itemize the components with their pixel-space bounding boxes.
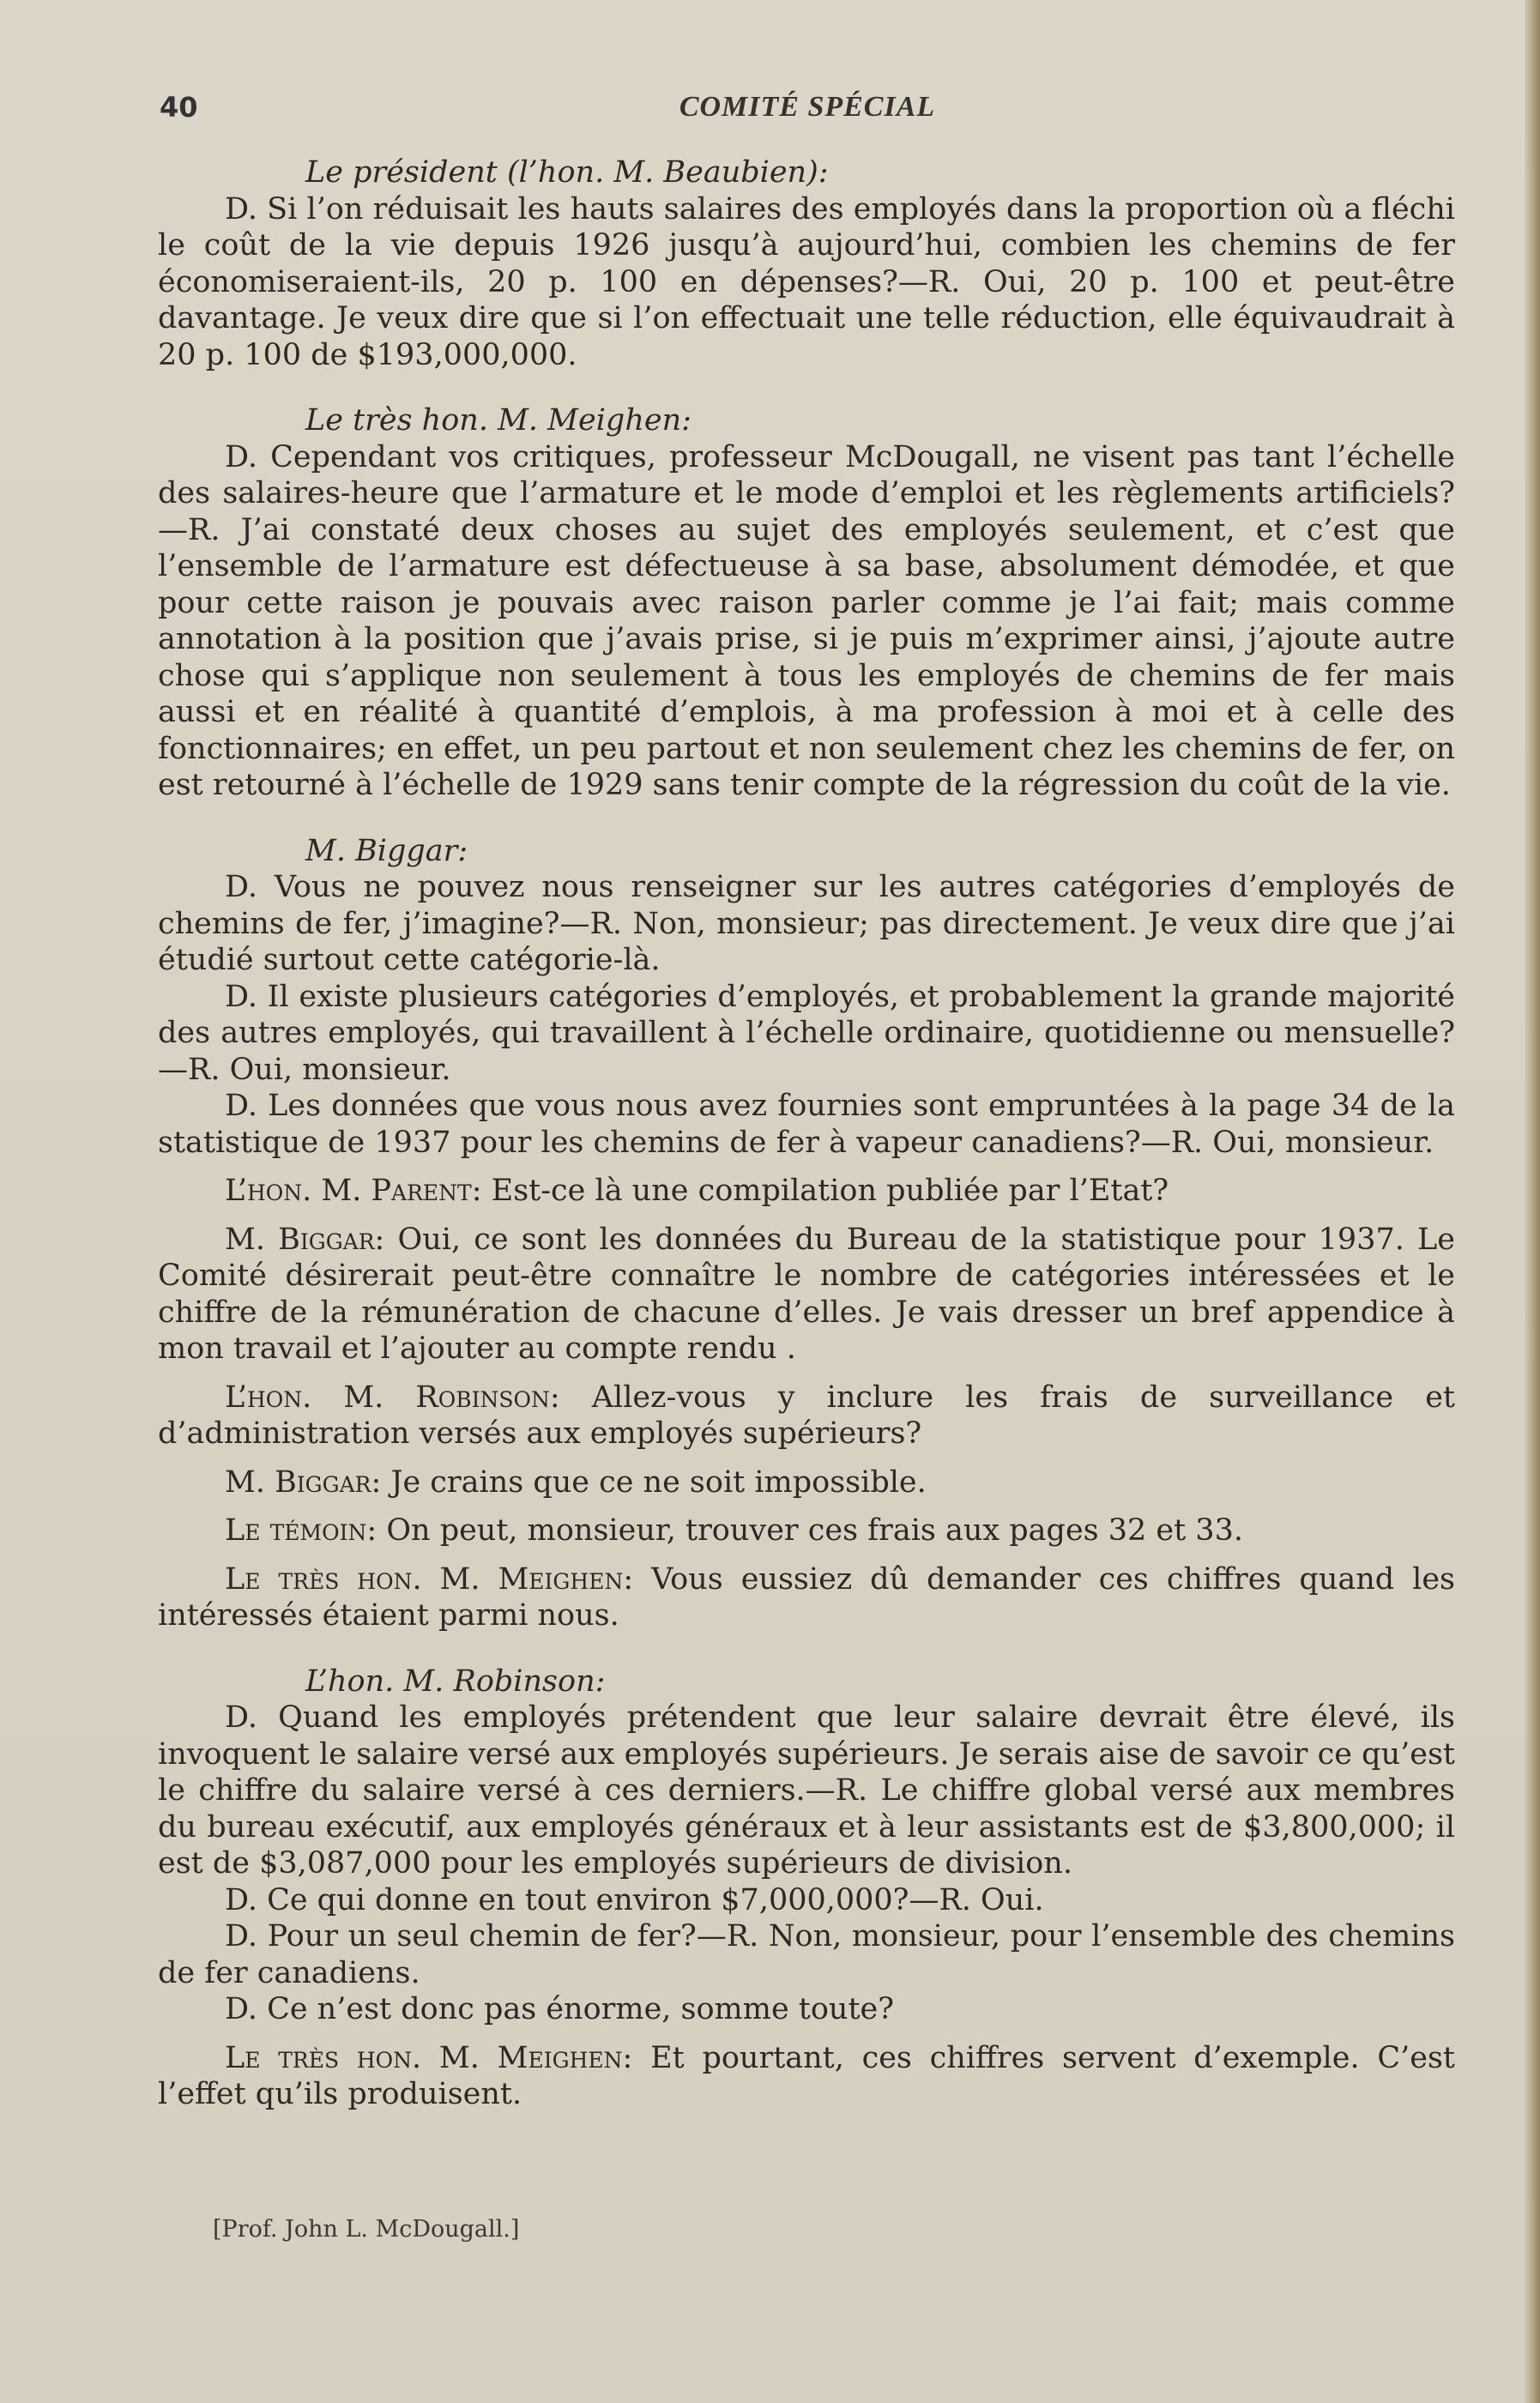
speech-text: Et pourtant, ces chiffres servent d’exemple. C’est l’effet qu’ils produisent. (158, 2040, 1455, 2111)
paragraph: D. Si l’on réduisait les hauts salaires des employés dans la proportion où a fléchi le coût de la vie depuis 1926 jusqu’à aujourd’hui, combien les chemins de fer économiseraient-ils, 20 p. 100 en dépenses?—R. Oui, 20 p. 100 et peut-être davantage. Je veux dire que si l’on effectuait une telle réduction, elle équivaudrait à 20 p. 100 de $193,000,000. (158, 191, 1455, 372)
speech-paragraph (158, 1561, 1455, 1634)
paragraph: D. Pour un seul chemin de fer?—R. Non, monsieur, pour l’ensemble des chemins de fer canadiens. (158, 1919, 1455, 1990)
speech-text: Je crains que ce ne soit impossible. (390, 1464, 927, 1500)
paragraph: D. Cependant vos critiques, professeur McDougall, ne visent pas tant l’échelle des salaires-heure que l’armature et le mode d’emploi et les règlements artificiels?—R. J’ai constaté deux choses au sujet des employés seulement, et c’est que l’ensemble de l’armature est défectueuse à sa base, absolument démodée, et que pour cette raison je pouvais avec raison parler comme je l’ai fait; mais comme annotation à la position que j’avais prise, si je puis m’exprimer ainsi, j’ajoute autre chose qui s’applique non seulement à tous les employés de chemins de fer mais aussi et en réalité à quantité d’emplois, à ma profession à moi et à celle des fonctionnaires; en effet, un peu partout et non seulement chez les chemins de fer, on est retourné à l’échelle de 1929 sans tenir compte de la régression du coût de la vie. (158, 439, 1455, 802)
speech-paragraph (158, 2040, 1455, 2113)
speaker-name: Le témoin: (225, 1513, 377, 1548)
page-number: 40 (160, 91, 198, 124)
speech-paragraph (158, 1380, 1455, 1452)
paragraph: D. Vous ne pouvez nous renseigner sur les autres catégories d’employés de chemins de fer, j’imagine?—R. Non, monsieur; pas directement. Je veux dire que j’ai étudié surtout cette catégorie-là. (158, 870, 1455, 977)
speech-text: Vous eussiez dû demander ces chiffres quand les intéressés étaient parmi nous. (158, 1561, 1455, 1633)
section-heading-robinson: L’hon. M. Robinson: (305, 1663, 606, 1699)
speech-text: Est-ce là une compilation publiée par l’Etat? (491, 1174, 1169, 1208)
speech-text: Oui, ce sont les données du Bureau de la statistique pour 1937. Le Comité désirerait peut-être connaître le nombre de catégories intéressées et le chiffre de la rémunération de chacune d’elles. Je vais dresser un bref appendice à mon travail et l’ajouter au compte rendu . (158, 1222, 1455, 1366)
speech-text: On peut, monsieur, trouver ces frais aux pages 32 et 33. (386, 1513, 1243, 1548)
witness-footer: [Prof. John L. McDougall.] (213, 2216, 520, 2243)
speaker-name: Le très hon. M. Meighen: (225, 1561, 634, 1597)
speech-paragraph (158, 1464, 1455, 1501)
speech-paragraph (158, 1512, 1455, 1549)
page-header (160, 91, 1455, 130)
speaker-name: L’hon. M. Parent: (225, 1174, 482, 1208)
speaker-name: M. Biggar: (225, 1464, 382, 1500)
paragraph: D. Quand les employés prétendent que leur salaire devrait être élevé, ils invoquent le salaire versé aux employés supérieurs. Je serais aise de savoir ce qu’est le chiffre du salaire versé à ces derniers.—R. Le chiffre global versé aux membres du bureau exécutif, aux employés généraux et à leur assistants est de $3,800,000; il est de $3,087,000 pour les employés supérieurs de division. (158, 1700, 1455, 1881)
paragraph: D. Ce n’est donc pas énorme, somme toute? (225, 1992, 894, 2026)
paragraph: D. Les données que vous nous avez fournies sont empruntées à la page 34 de la statistique de 1937 pour les chemins de fer à vapeur canadiens?—R. Oui, monsieur. (158, 1089, 1455, 1160)
paragraph: D. Il existe plusieurs catégories d’employés, et probablement la grande majorité des autres employés, qui travaillent à l’échelle ordinaire, quotidienne ou mensuelle?—R. Oui, monsieur. (158, 979, 1455, 1087)
speech-text: Allez-vous y inclure les frais de surveillance et d’administration versés aux employés supérieurs? (158, 1380, 1455, 1451)
section-heading-president: Le président (l’hon. M. Beaubien): (305, 155, 829, 190)
page-edge (1525, 0, 1540, 2403)
section-heading-meighen: Le très hon. M. Meighen: (305, 403, 691, 438)
page-body (158, 154, 1455, 2113)
speaker-name: M. Biggar: (225, 1222, 385, 1257)
running-title: COMITÉ SPÉCIAL (679, 91, 936, 123)
speaker-name: L’hon. M. Robinson: (225, 1380, 560, 1415)
speaker-name: Le très hon. M. Meighen: (225, 2040, 633, 2075)
section-heading-biggar: M. Biggar: (305, 833, 468, 868)
speech-paragraph (158, 1173, 1455, 1210)
speech-paragraph (158, 1222, 1455, 1368)
paragraph: D. Ce qui donne en tout environ $7,000,000?—R. Oui. (225, 1882, 1044, 1917)
